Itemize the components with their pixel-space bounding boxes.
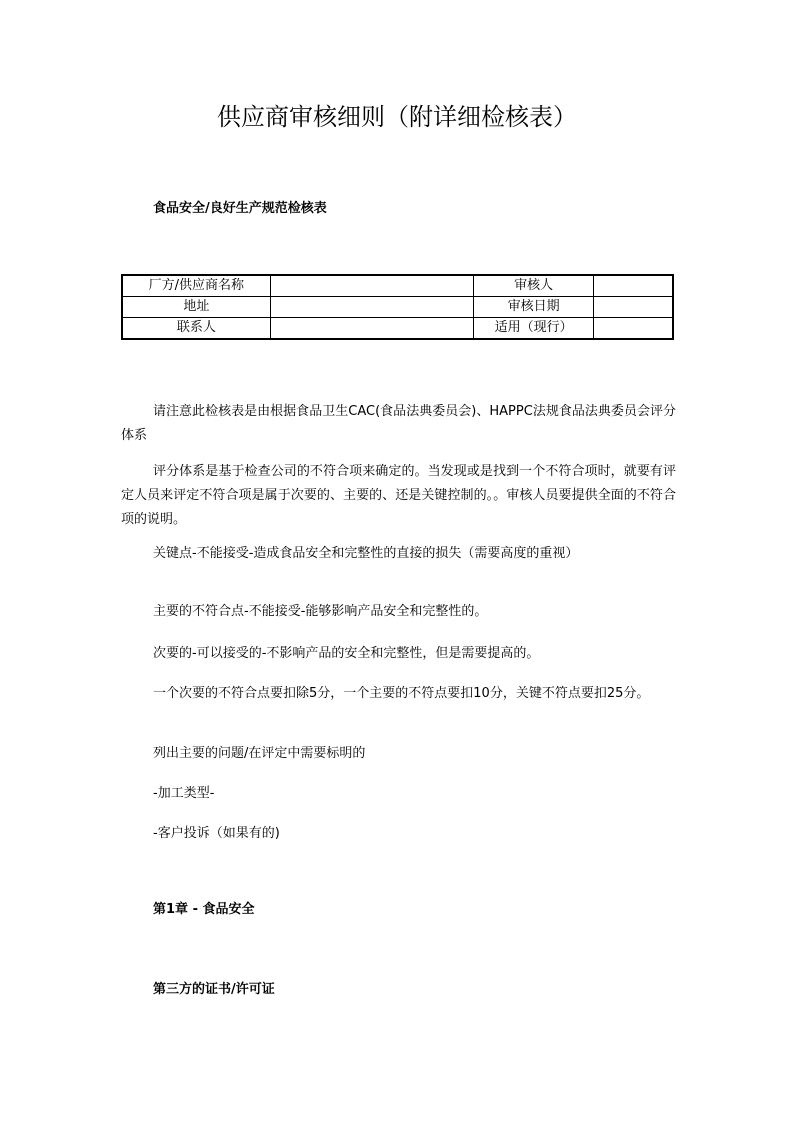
paragraph-complaints: -客户投诉（如果有的): [153, 826, 280, 841]
table-row: [122, 318, 673, 340]
table-row: [122, 297, 673, 318]
address-field[interactable]: [270, 297, 474, 318]
document-title: 供应商审核细则（附详细检核表）: [217, 103, 577, 131]
paragraph-major: 主要的不符合点-不能接受-能够影响产品安全和完整性的。: [153, 604, 488, 619]
label-applicable: 适用（现行）: [474, 318, 594, 340]
label-audit-date: 审核日期: [474, 297, 594, 318]
paragraph-scoring-system: 评分体系是基于检查公司的不符合项来确定的。当发现或是找到一个不符合项时，就要有评定人员来评定不符合项是属于次要的、主要的、还是关键控制的。。审核人员要提供全面的不符合项的说明。: [121, 464, 676, 527]
label-contact: 联系人: [122, 318, 270, 340]
label-address: 地址: [122, 297, 270, 318]
paragraph-process-type: -加工类型-: [153, 786, 215, 801]
paragraph-note: 请注意此检核表是由根据食品卫生CAC(食品法典委员会)、HAPPC法规食品法典委员会评分体系: [121, 404, 676, 443]
audit-date-field[interactable]: [593, 297, 673, 318]
label-auditor: 审核人: [474, 275, 594, 297]
section-heading: 第三方的证书/许可证: [153, 982, 275, 997]
supplier-info-table: [121, 274, 674, 340]
checklist-subtitle: 食品安全/良好生产规范检核表: [153, 201, 327, 216]
auditor-field[interactable]: [593, 275, 673, 297]
supplier-name-field[interactable]: [270, 275, 474, 297]
contact-field[interactable]: [270, 318, 474, 340]
paragraph-deductions: 一个次要的不符合点要扣除5分，一个主要的不符点要扣10分，关键不符点要扣25分。: [153, 686, 650, 701]
paragraph-minor: 次要的-可以接受的-不影响产品的安全和完整性，但是需要提高的。: [153, 646, 540, 661]
applicable-field[interactable]: [593, 318, 673, 340]
table-row: [122, 275, 673, 297]
label-supplier-name: 厂方/供应商名称: [122, 275, 270, 297]
paragraph-list-issues: 列出主要的问题/在评定中需要标明的: [153, 746, 366, 761]
chapter-heading: 第1章 - 食品安全: [153, 902, 255, 917]
paragraph-critical: 关键点-不能接受-造成食品安全和完整性的直接的损失（需要高度的重视）: [153, 546, 579, 561]
